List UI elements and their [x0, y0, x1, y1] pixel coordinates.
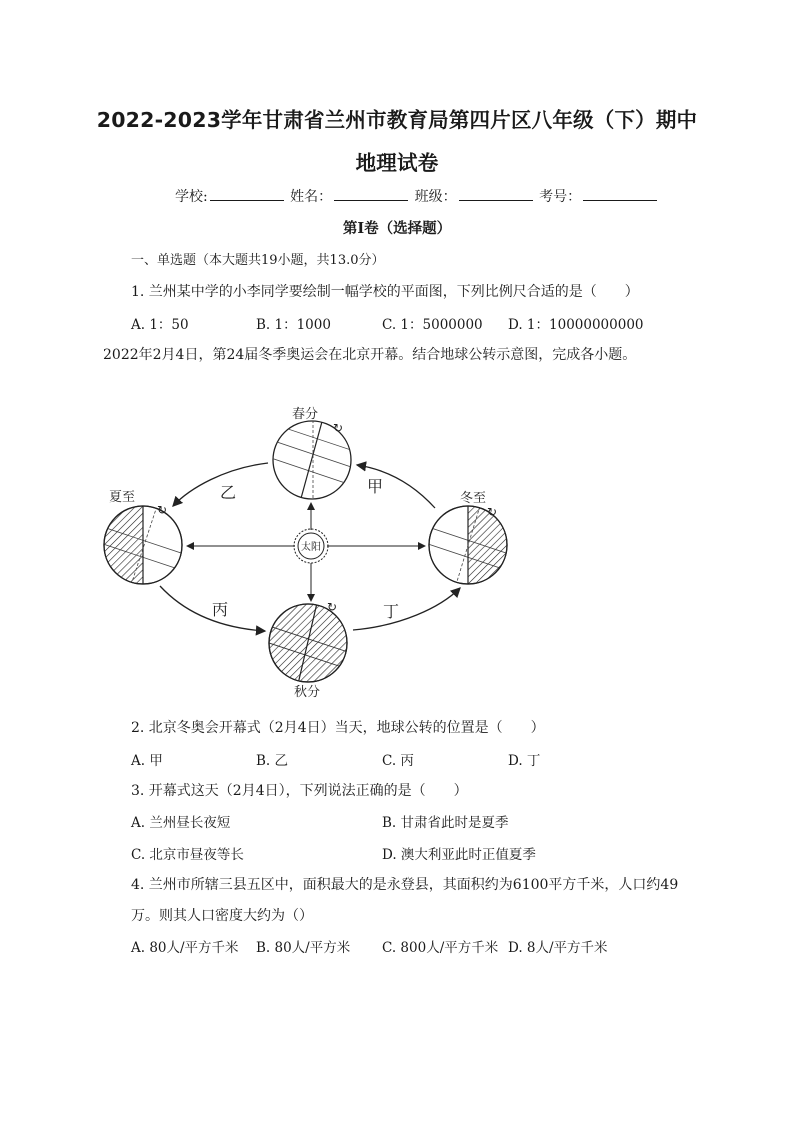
rotation-arrow-icon-autumn: ↻	[327, 600, 338, 614]
sun-label: 太阳	[301, 542, 321, 553]
question-1-stem: 1. 兰州某中学的小李同学要绘制一幅学校的平面图，下列比例尺合适的是（ ）	[131, 284, 639, 300]
class-blank	[459, 186, 533, 201]
question-2-option-a: A. 甲	[131, 753, 163, 769]
position-jia-label: 甲	[367, 477, 384, 496]
earth-revolution-diagram	[95, 398, 515, 703]
question-1-option-c: C. 1：5000000	[382, 317, 483, 333]
position-ding-label: 丁	[383, 602, 400, 621]
name-blank	[334, 186, 408, 201]
student-info-line	[175, 186, 659, 206]
autumn-equinox-label: 秋分	[293, 685, 321, 700]
winter-solstice-label: 冬至	[460, 491, 487, 506]
exam-no-label: 考号：	[539, 189, 582, 205]
rotation-arrow-icon-spring: ↻	[333, 421, 344, 435]
earth-spring-equinox	[265, 418, 360, 502]
question-1-option-a: A. 1：50	[131, 317, 189, 333]
question-4-option-d: D. 8人/平方千米	[508, 940, 608, 956]
position-bing-label: 丙	[212, 600, 229, 619]
earth-summer-solstice	[100, 498, 190, 593]
question-4-option-a: A. 80人/平方千米	[131, 940, 239, 956]
question-1-option-d: D. 1：10000000000	[508, 317, 644, 333]
exam-no-blank	[583, 186, 657, 201]
position-yi-label: 乙	[220, 483, 237, 502]
question-1-option-b: B. 1：1000	[256, 317, 331, 333]
question-4-stem-line1: 4. 兰州市所辖三县五区中，面积最大的是永登县，其面积约为6100平方千米，人口约49	[131, 877, 679, 893]
rotation-arrow-icon-winter: ↻	[487, 505, 498, 519]
question-3-option-b: B. 甘肃省此时是夏季	[382, 815, 509, 831]
question-3-option-a: A. 兰州昼长夜短	[131, 815, 231, 831]
question-2-stem: 2. 北京冬奥会开幕式（2月4日）当天，地球公转的位置是（ ）	[131, 720, 545, 736]
earth-autumn-equinox	[260, 603, 357, 684]
name-label: 姓名：	[290, 189, 333, 205]
class-label: 班级：	[414, 189, 457, 205]
school-label: 学校:	[175, 189, 208, 205]
question-3-stem: 3. 开幕式这天（2月4日），下列说法正确的是（ ）	[131, 783, 468, 799]
rotation-arrow-icon-summer: ↻	[157, 503, 168, 517]
question-2-option-c: C. 丙	[382, 753, 414, 769]
page-title-line1: 2022-2023学年甘肃省兰州市教育局第四片区八年级（下）期中	[96, 108, 698, 132]
page-title-line2: 地理试卷	[355, 151, 439, 175]
summer-solstice-label: 夏至	[109, 490, 136, 505]
question-2-option-d: D. 丁	[508, 753, 541, 769]
orbit-arrow-ding	[353, 588, 460, 630]
section-title: 第I卷（选择题）	[342, 220, 452, 237]
material-intro: 2022年2月4日，第24届冬季奥运会在北京开幕。结合地球公转示意图，完成各小题。	[103, 347, 637, 363]
question-3-option-c: C. 北京市昼夜等长	[131, 847, 244, 863]
earth-winter-solstice	[425, 498, 515, 593]
spring-equinox-label: 春分	[291, 407, 319, 422]
question-4-option-c: C. 800人/平方千米	[382, 940, 499, 956]
question-2-option-b: B. 乙	[256, 753, 289, 769]
question-4-option-b: B. 80人/平方米	[256, 940, 351, 956]
sun-icon	[294, 529, 328, 563]
school-blank	[210, 186, 284, 201]
part-title: 一、单选题（本大题共19小题，共13.0分）	[131, 253, 385, 268]
question-3-option-d: D. 澳大利亚此时正值夏季	[382, 847, 536, 863]
question-4-stem-line2: 万。则其人口密度大约为（）	[131, 908, 313, 924]
